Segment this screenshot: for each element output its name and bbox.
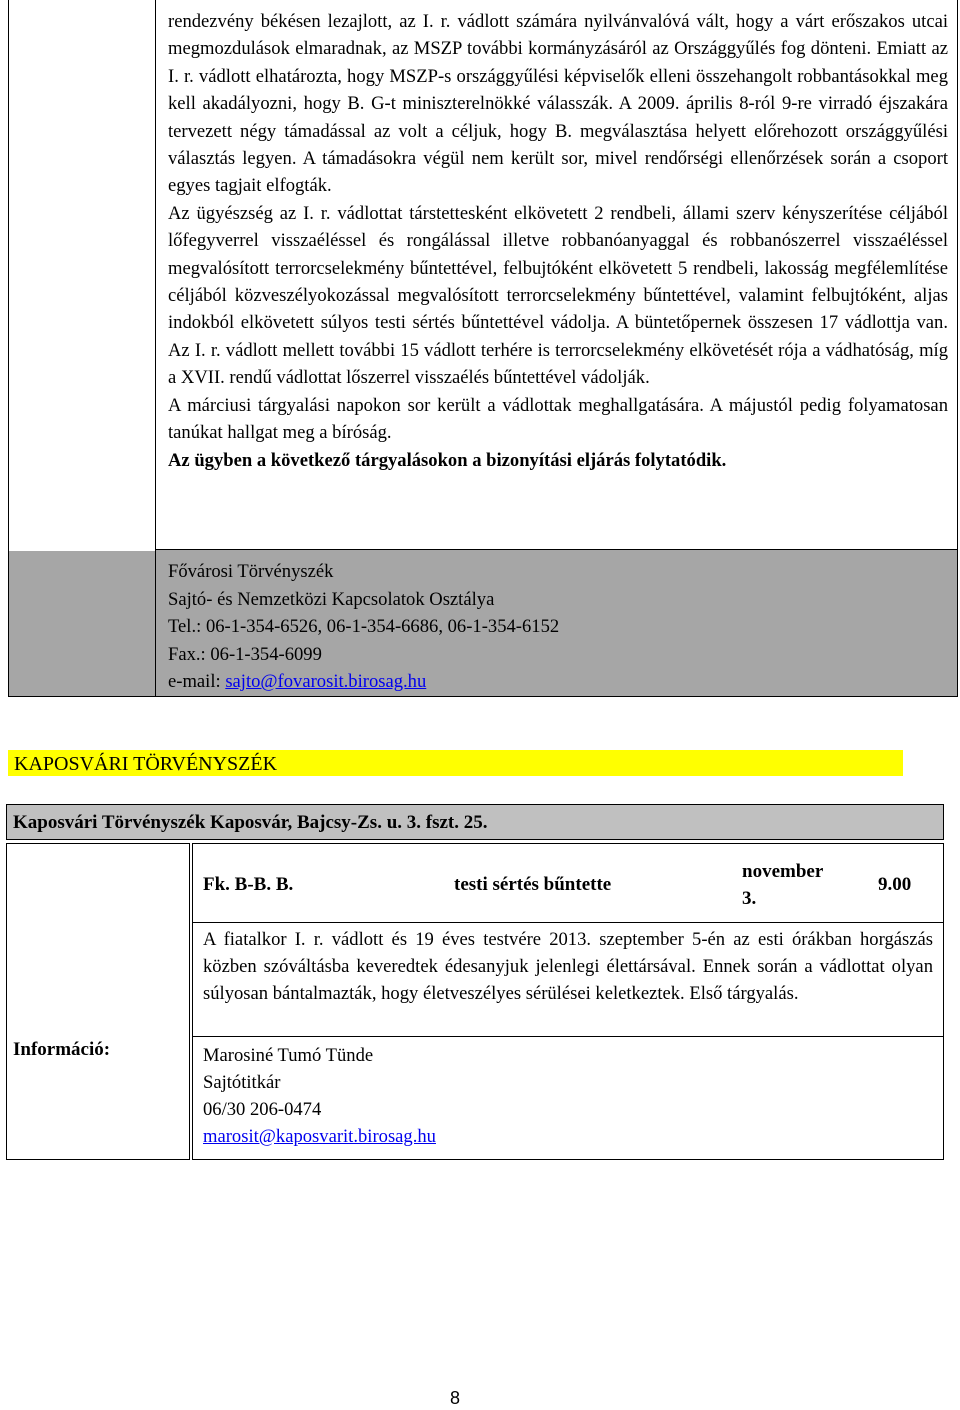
case-offense: testi sértés bűntette [454, 874, 612, 895]
top-left-gray-cell [9, 551, 155, 696]
page-number: 8 [449, 1388, 460, 1408]
contact2-title: Sajtótitkár [203, 1072, 281, 1093]
contact2-email-link[interactable]: marosit@kaposvarit.birosag.hu [203, 1126, 436, 1147]
case-description: A fiatalkor I. r. vádlott és 19 éves testvére 2013. szeptember 5-én az esti órákban horgászás közben szóváltásba keveredtek édesanyjuk jelenlegi élettársával. Ennek során a vádlottat olyan súlyosan bántalmazták, hogy életveszélyes sérülései keletkeztek. Első tárgyalás. [203, 929, 933, 1004]
press-contact-box [156, 549, 957, 696]
contact-org: Fővárosi Törvényszék [168, 561, 334, 582]
paragraph-3: A márciusi tárgyalási napokon sor került a vádlottak meghallgatására. A májustól pedig folyamatosan tanúkat hallgat meg a bíróság. [168, 394, 948, 444]
contact-dept: Sajtó- és Nemzetközi Kapcsolatok Osztálya [168, 588, 495, 610]
contact-tel: Tel.: 06-1-354-6526, 06-1-354-6686, 06-1-354-6152 [168, 616, 560, 638]
contact2-name: Marosiné Tumó Tünde [203, 1045, 374, 1066]
court-heading: KAPOSVÁRI TÖRVÉNYSZÉK [8, 750, 903, 776]
paragraph-2: Az ügyészség az I. r. vádlottat társtettesként elkövetett 2 rendbeli, állami szerv kényszerítése céljából lőfegyverrel visszaéléssel és rongálással illetve robbanóanyaggal és robbanószerrel visszaéléssel megvalósított terrorcselekmény bűntettével, felbujtóként elkövetett 5 rendbeli, lakosság megfélemlítése céljából közveszélyokozással megvalósított terrorcselekmény bűntettével, valamint felbujtóként, aljas indokból elkövetett súlyos testi sértés bűntettével vádolja. A büntetőpernek összesen 17 vádlottja van. Az I. r. vádlott mellett további 15 vádlott terhére is terrorcselekmény elkövetését rója a vádhatóság, míg a XVII. rendű vádlottat lőszerrel visszaélés bűntettével vádolják. [168, 202, 948, 389]
case-date-month: november [742, 861, 824, 882]
case-date-day: 3. [742, 888, 757, 909]
contact-email-label: e-mail: [168, 671, 226, 693]
case-date [742, 858, 823, 912]
case-row [192, 843, 944, 923]
paragraph-1: rendezvény békésen lezajlott, az I. r. vádlott számára nyilvánvalóvá vált, hogy a várt erőszakos utcai megmozdulások elmaradnak, az MSZP további kormányzásáról az Országgyűlés fog dönteni. Emiatt az I. r. vádlott elhatározta, hogy MSZP-s országgyűlési képviselők elleni összehangolt robbantásokkal meg kell akadályozni, hogy B. G-t miniszterelnökké válasszák. A 2009. április 8-ról 9-re virradó éjszakára tervezett négy támadással az volt a céljuk, hogy B. megválasztása helyett előrehozott országgyűlési választás legyen. A támadásokra végül nem került sor, mivel rendőrségi ellenőrzések során a csoport egyes tagjait elfogták. [168, 11, 948, 197]
contact-email-line [168, 668, 559, 696]
info-left-cell [6, 843, 190, 1160]
top-left-column [9, 0, 156, 696]
case-number: Fk. B-B. B. [203, 874, 294, 895]
case-time: 9.00 [878, 874, 912, 895]
contact2-phone: 06/30 206-0474 [203, 1099, 322, 1120]
press-contact-2-cell [192, 1037, 944, 1160]
contact-fax: Fax.: 06-1-354-6099 [168, 643, 322, 665]
top-right-column [156, 0, 957, 696]
info-label: Információ: [13, 1039, 111, 1060]
bold-statement: Az ügyben a következő tárgyalásokon a bizonyítási eljárás folytatódik. [168, 449, 727, 471]
case-body-text [168, 8, 948, 474]
top-table [8, 0, 958, 697]
contact-email-link[interactable]: sajto@fovarosit.birosag.hu [225, 671, 427, 693]
case-description-cell [192, 923, 944, 1037]
court-address: Kaposvári Törvényszék Kaposvár, Bajcsy-Zs. u. 3. fszt. 25. [6, 804, 944, 840]
